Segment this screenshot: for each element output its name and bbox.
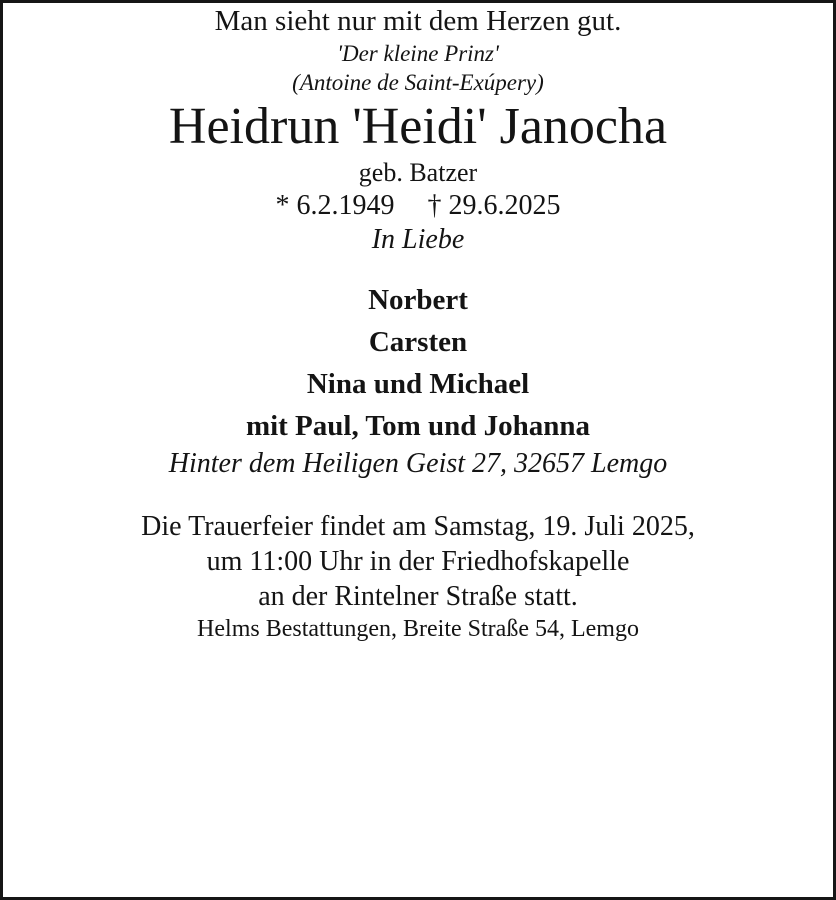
birth-date: * 6.2.1949 <box>275 190 395 221</box>
mourner-line: mit Paul, Tom und Johanna <box>245 410 591 442</box>
funeral-line-3: an der Rintelner Straße statt. <box>258 581 578 612</box>
funeral-line-1: Die Trauerfeier findet am Samstag, 19. Juli 2025, <box>141 511 695 542</box>
quote-author: (Antoine de Saint-Exúpery) <box>292 70 544 95</box>
mourners-list <box>3 279 833 447</box>
mourner-line: Nina und Michael <box>306 368 530 400</box>
maiden-name: geb. Batzer <box>358 158 478 187</box>
quote-source: 'Der kleine Prinz' <box>337 41 499 66</box>
life-dates <box>3 189 833 223</box>
funeral-home-line: Helms Bestattungen, Breite Straße 54, Lemgo <box>197 616 639 642</box>
family-address: Hinter dem Heiligen Geist 27, 32657 Lemgo <box>168 448 668 479</box>
quote-text: Man sieht nur mit dem Herzen gut. <box>214 5 622 37</box>
funeral-line-2: um 11:00 Uhr in der Friedhofskapelle <box>206 546 630 577</box>
mourner-line: Carsten <box>368 326 468 358</box>
funeral-info <box>3 509 833 614</box>
dedication-text: In Liebe <box>371 224 465 255</box>
mourner-line: Norbert <box>368 284 468 316</box>
deceased-name: Heidrun 'Heidi' Janocha <box>168 98 668 155</box>
death-date: † 29.6.2025 <box>427 190 561 221</box>
